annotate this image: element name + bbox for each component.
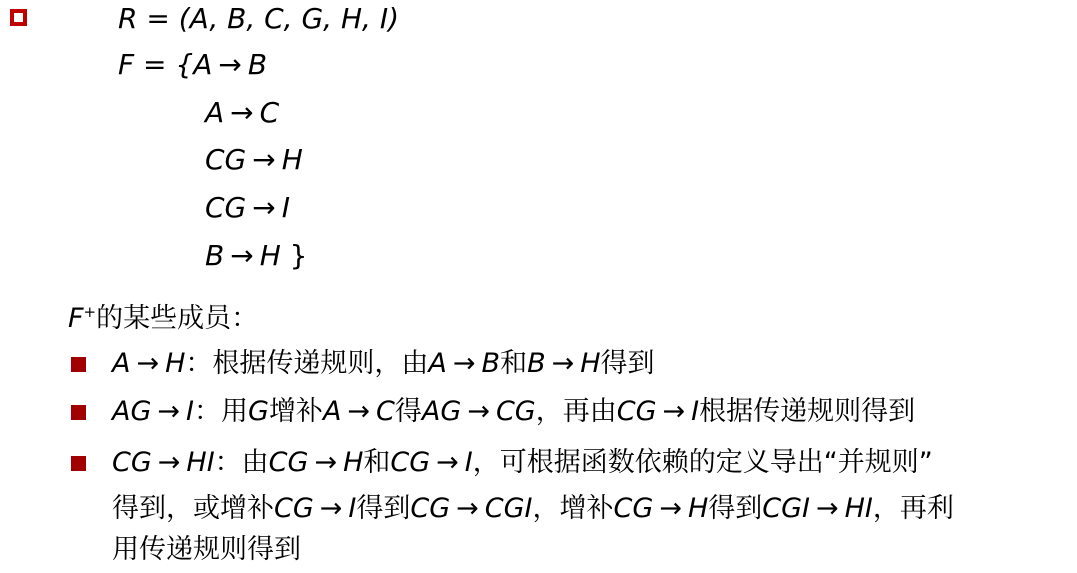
item-sym: HI [844,493,873,524]
arrow: → [319,493,343,524]
arrow: → [314,447,338,478]
arrow: → [218,48,242,81]
item-text: 和 [363,447,391,478]
item-sym: I [348,493,357,524]
arrow: → [157,447,181,478]
fd-lhs: CG [205,143,247,176]
closure-f: F [68,303,84,334]
item-rhs: HI [186,447,215,478]
item-sym: G [248,396,269,427]
item-sym: H [687,493,709,524]
item-sym: H [343,447,364,478]
item-sym: CG [616,396,657,427]
item-lhs: AG [112,396,152,427]
fd-set-line-4 [205,191,290,225]
arrow: → [136,348,160,379]
item-text: 根据传递规则得到 [699,396,916,427]
item-text: ：用 [194,396,248,427]
item-sym: C [376,396,395,427]
item-sym: CGI [762,493,810,524]
fd-set-line-2 [205,96,279,130]
arrow: → [252,143,276,176]
relation-schema: R = (A, B, C, G, H, I) [118,2,400,35]
arrow: → [659,493,682,524]
item-sym: B [527,348,546,379]
item-text: ：由 [214,447,269,478]
item-text: 得到，或增补 [112,493,274,524]
item-sym: CG [390,447,431,478]
fd-rhs: I [281,191,290,224]
item-text: ：根据传递规则，由 [185,348,429,379]
fd-set-line-3 [205,143,303,177]
square-bullet-icon [71,405,86,420]
item-text: ，增补 [532,493,614,524]
item-rhs: I [186,396,194,427]
fd-rhs: C [259,96,280,129]
item-rhs: H [165,348,186,379]
item-sym: CG [268,447,309,478]
item-sym: CGI [484,493,533,524]
item-sym: CG [274,493,314,524]
item-text: 得到 [356,493,411,524]
fd-rhs: H [259,239,281,272]
fd-lhs: B [205,239,225,272]
arrow: → [452,348,476,379]
closure-plus: + [83,303,97,321]
item-sym: A [428,348,447,379]
member-item-2 [112,389,915,435]
fd-rhs: B [247,48,268,81]
item-text: 得到 [708,493,763,524]
item-lhs: CG [112,447,152,478]
arrow: → [157,396,181,427]
member-item-3-line-2 [112,486,954,532]
square-bullet-icon [71,456,86,471]
item-text: 增补 [268,396,323,427]
arrow: → [230,96,254,129]
item-sym: I [464,447,473,478]
fd-set-prefix: F = { [118,48,194,81]
fd-rhs: H [281,143,303,176]
item-lhs: A [112,348,131,379]
arrow: → [230,239,254,272]
fd-set-line-1 [118,48,267,82]
item-sym: B [481,348,501,379]
arrow: → [436,447,459,478]
arrow: → [816,493,839,524]
item-sym: AG [421,396,462,427]
members-heading-text: 的某些成员： [96,303,259,334]
members-heading [68,289,258,342]
fd-set-close: } [289,239,308,272]
arrow: → [252,191,276,224]
fd-set-line-5 [205,239,307,273]
item-text: 得到 [600,348,655,379]
arrow: → [347,396,371,427]
item-text: ，可根据函数依赖的定义导出“并规则” [472,447,933,478]
item-sym: H [580,348,601,379]
arrow: → [662,396,686,427]
item-text: 用传递规则得到 [112,534,301,565]
member-item-3-line-1 [112,440,933,486]
item-sym: CG [410,493,451,524]
hollow-square-bullet-icon [10,9,27,26]
item-sym: A [322,396,342,427]
fd-lhs: CG [205,191,247,224]
item-text: ，再由 [535,396,617,427]
item-text: ，再利 [872,493,954,524]
member-item-3-line-3 [112,527,301,573]
square-bullet-icon [71,357,86,372]
item-sym: CG [495,396,536,427]
item-text: 和 [500,348,528,379]
member-item-1 [112,341,655,387]
arrow: → [551,348,575,379]
fd-lhs: A [205,96,225,129]
fd-lhs: A [193,48,213,81]
item-text: 得 [394,396,422,427]
item-sym: CG [613,493,654,524]
item-sym: I [691,396,700,427]
arrow: → [456,493,479,524]
arrow: → [467,396,490,427]
